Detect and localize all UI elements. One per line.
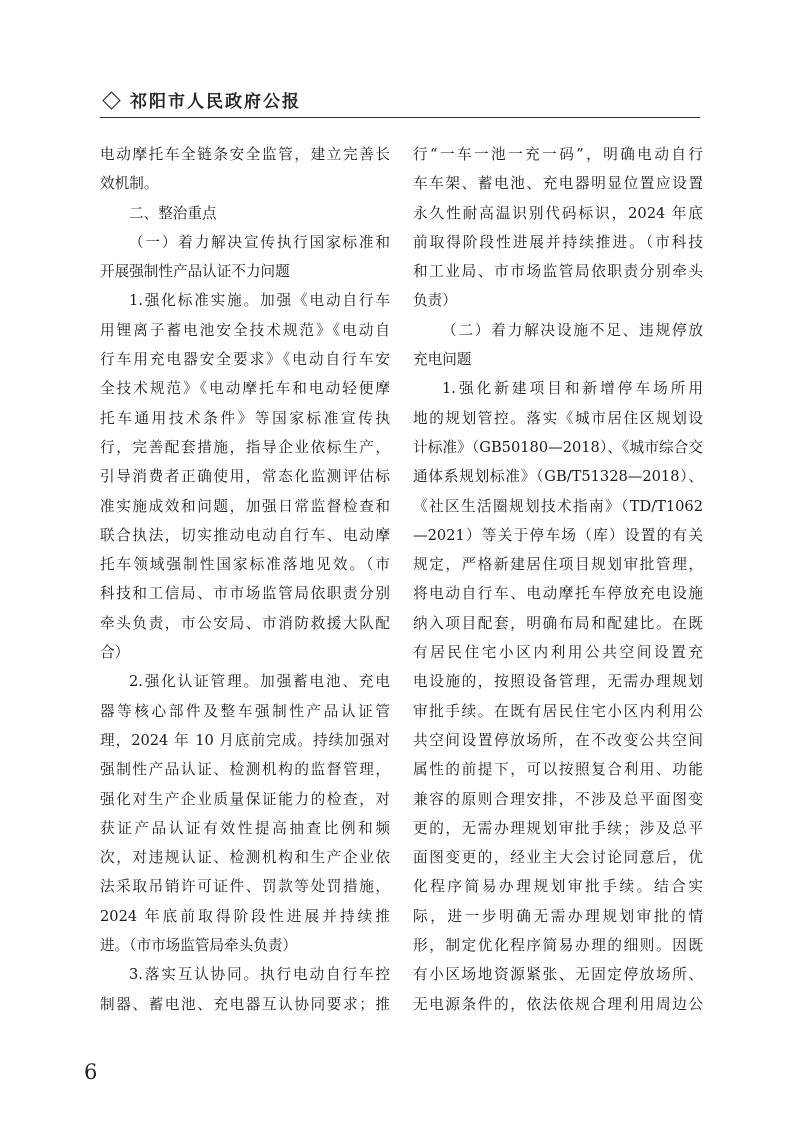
page-header xyxy=(100,86,700,116)
text-line: 电设施的，按照设备管理，无需办理规划 xyxy=(413,673,703,691)
header-divider xyxy=(100,117,700,118)
diamond-icon xyxy=(102,91,120,109)
text-line: 属性的前提下，可以按照复合利用、功能 xyxy=(413,761,703,779)
text-line: 车车架、蓄电池、充电器明显位置应设置 xyxy=(413,175,703,193)
text-line: 二、整治重点 xyxy=(129,204,217,222)
text-line: 牵头负责，市公安局、市消防救援大队配 xyxy=(100,614,390,632)
text-line: 充电问题 xyxy=(413,351,472,369)
text-line: 地的规划管控。落实《城市居住区规划设 xyxy=(413,409,703,427)
text-line: 合） xyxy=(100,644,130,662)
page-number: 6 xyxy=(84,1060,98,1084)
text-line: 电动摩托车全链条安全监管，建立完善长 xyxy=(100,146,390,163)
text-line: 用锂离子蓄电池安全技术规范》《电动自 xyxy=(100,321,390,339)
text-line: 托车通用技术条件》等国家标准宣传执 xyxy=(100,409,390,427)
text-line: 计标准》（GB50180—2018）、《城市综合交 xyxy=(413,438,703,456)
text-line: 《社区生活圈规划技术指南》（TD/T1062 xyxy=(413,497,703,515)
text-line: 开展强制性产品认证不力问题 xyxy=(100,263,290,281)
text-line: 和工业局、市市场监管局依职责分别牵头 xyxy=(413,263,703,281)
text-line: 纳入项目配套，明确布局和配建比。在既 xyxy=(413,614,703,632)
text-line: 有居民住宅小区内利用公共空间设置充 xyxy=(413,644,703,662)
text-line: 永久性耐高温识别代码标识，2024 年底 xyxy=(413,204,703,222)
text-line: 更的，无需办理规划审批手续；涉及总平 xyxy=(413,819,703,837)
text-line: 1.强化标准实施。加强《电动自行车 xyxy=(129,292,390,310)
text-line: 有小区场地资源紧张、无固定停放场所、 xyxy=(413,966,703,984)
text-line: 行，完善配套措施，指导企业依标生产， xyxy=(100,438,390,456)
text-line: 全技术规范》《电动摩托车和电动轻便摩 xyxy=(100,380,390,398)
text-line: 2024 年底前取得阶段性进展并持续推 xyxy=(100,907,390,925)
text-line: 强制性产品认证、检测机构的监督管理， xyxy=(100,761,390,779)
text-line: （二）着力解决设施不足、违规停放 xyxy=(442,321,703,339)
text-line: 化程序简易办理规划审批手续。结合实 xyxy=(413,878,703,896)
text-line: 共空间设置停放场所，在不改变公共空间 xyxy=(413,731,703,749)
text-line: —2021）等关于停车场（库）设置的有关 xyxy=(413,526,703,544)
text-line: 将电动自行车、电动摩托车停放充电设施 xyxy=(413,585,703,603)
text-line: 强化对生产企业质量保证能力的检查，对 xyxy=(100,790,390,808)
text-line: 际，进一步明确无需办理规划审批的情 xyxy=(413,907,703,925)
text-line: 行“一车一池一充一码”，明确电动自行 xyxy=(413,146,703,163)
text-line: 科技和工信局、市市场监管局依职责分别 xyxy=(100,585,390,603)
text-line: 无电源条件的，依法依规合理利用周边公 xyxy=(413,995,703,1013)
text-line: 前取得阶段性进展并持续推进。（市科技 xyxy=(413,233,703,251)
text-line: 负责） xyxy=(413,292,457,310)
text-line: 托车领域强制性国家标准落地见效。（市 xyxy=(100,556,390,574)
text-line: 制器、蓄电池、充电器互认协同要求；推 xyxy=(100,995,390,1013)
text-line: 行车用充电器安全要求》《电动自行车安 xyxy=(100,351,390,369)
text-line: 器等核心部件及整车强制性产品认证管 xyxy=(100,702,390,720)
text-line: 3.落实互认协同。执行电动自行车控 xyxy=(129,966,390,984)
text-line: （一）着力解决宣传执行国家标准和 xyxy=(129,233,390,251)
text-line: 理，2024 年 10 月底前完成。持续加强对 xyxy=(100,731,390,749)
text-line: 联合执法，切实推动电动自行车、电动摩 xyxy=(100,526,390,544)
text-line: 效机制。 xyxy=(100,175,159,193)
text-line: 进。（市市场监管局牵头负责） xyxy=(100,937,298,955)
text-line: 1.强化新建项目和新增停车场所用 xyxy=(442,380,703,398)
left-column xyxy=(100,140,390,1019)
text-line: 规定，严格新建居住项目规划审批管理， xyxy=(413,556,703,574)
text-line: 审批手续。在既有居民住宅小区内利用公 xyxy=(413,702,703,720)
text-line: 通体系规划标准》（GB/T51328—2018）、 xyxy=(413,468,703,486)
text-line: 引导消费者正确使用，常态化监测评估标 xyxy=(100,468,390,486)
right-column xyxy=(413,140,703,1019)
publication-title: 祁阳市人民政府公报 xyxy=(130,92,301,112)
text-line: 面图变更的，经业主大会讨论同意后，优 xyxy=(413,849,703,867)
text-line: 准实施成效和问题，加强日常监督检查和 xyxy=(100,497,390,515)
text-line: 获证产品认证有效性提高抽查比例和频 xyxy=(100,819,390,837)
text-line: 次，对违规认证、检测机构和生产企业依 xyxy=(100,849,390,867)
text-line: 形，制定优化程序简易办理的细则。因既 xyxy=(413,937,703,955)
text-line: 2.强化认证管理。加强蓄电池、充电 xyxy=(129,673,390,691)
text-line: 兼容的原则合理安排，不涉及总平面图变 xyxy=(413,790,703,808)
text-line: 法采取吊销许可证件、罚款等处罚措施， xyxy=(100,878,390,896)
